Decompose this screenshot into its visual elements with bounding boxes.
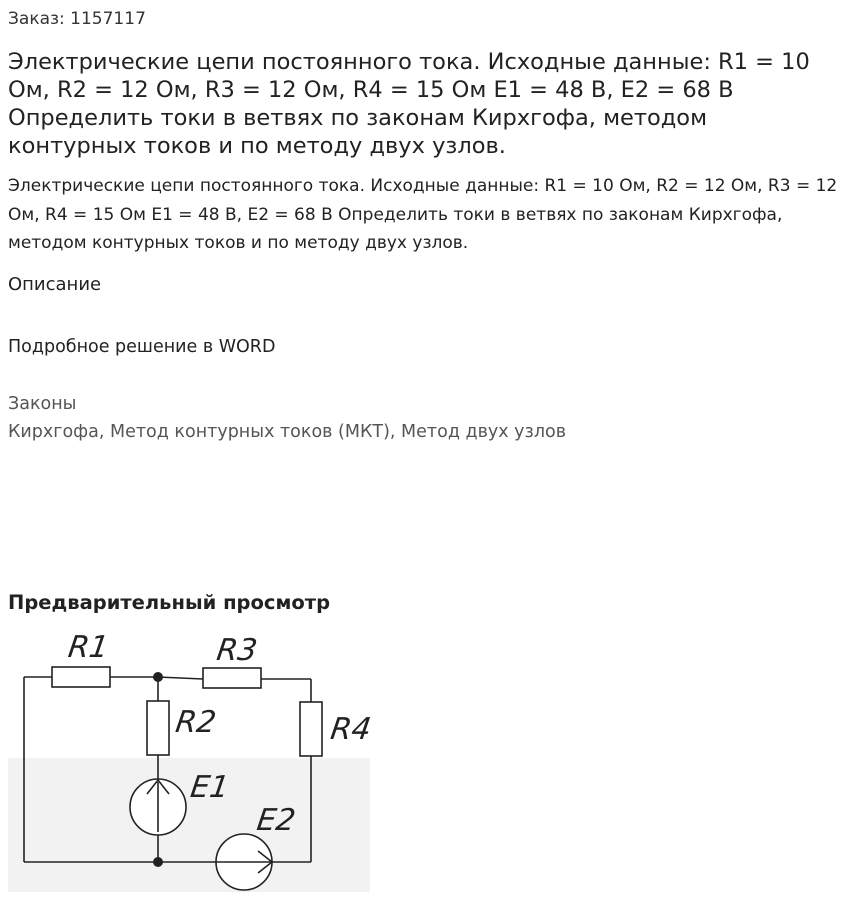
label-e2: E2: [254, 803, 298, 838]
label-e1: E1: [188, 770, 232, 805]
solution-note: Подробное решение в WORD: [8, 337, 276, 357]
description-heading: Описание: [8, 274, 102, 295]
laws-label: Законы: [8, 394, 77, 414]
label-r3: R3: [214, 633, 260, 668]
preview-heading: Предварительный просмотр: [8, 591, 331, 614]
laws-separator: ,: [98, 422, 110, 442]
junction-bottom: [153, 857, 163, 867]
resistor-r3: [203, 668, 261, 688]
resistor-r2: [147, 701, 169, 755]
laws-separator: ,: [389, 422, 402, 442]
junction-top: [153, 672, 163, 682]
circuit-preview-image: [8, 622, 373, 892]
order-number: Заказ: 1157117: [8, 9, 146, 29]
diagram-background-left: [8, 630, 48, 758]
resistor-r4: [300, 702, 322, 756]
wire-node-r3: [158, 677, 203, 679]
law-link-mesh-current[interactable]: Метод контурных токов (МКТ): [110, 422, 390, 442]
circuit-diagram: [8, 622, 373, 892]
laws-list: [8, 422, 566, 442]
task-description: Электрические цепи постоянного тока. Исходные данные: R1 = 10 Ом, R2 = 12 Ом, R3 = 12 Ом, R4 = 15 Ом E1 = 48 В, E2 = 68 В Определить токи в ветвях по законам Кирхгофа, методом контурных токов и по методу двух узлов.: [8, 176, 838, 253]
label-r1: R1: [65, 630, 111, 665]
resistor-r1: [52, 667, 110, 687]
label-r2: R2: [173, 705, 219, 740]
page-title: Электрические цепи постоянного тока. Исходные данные: R1 = 10 Ом, R2 = 12 Ом, R3 = 12 Ом, R4 = 15 Ом E1 = 48 В, E2 = 68 В Определить токи в ветвях по законам Кирхгофа, методом контурных токов и по методу двух узлов.: [8, 49, 810, 159]
label-r4: R4: [328, 712, 373, 747]
law-link-kirchhoff[interactable]: Кирхгофа: [8, 422, 99, 442]
diagram-background: [8, 758, 370, 892]
law-link-two-node[interactable]: Метод двух узлов: [401, 422, 567, 442]
